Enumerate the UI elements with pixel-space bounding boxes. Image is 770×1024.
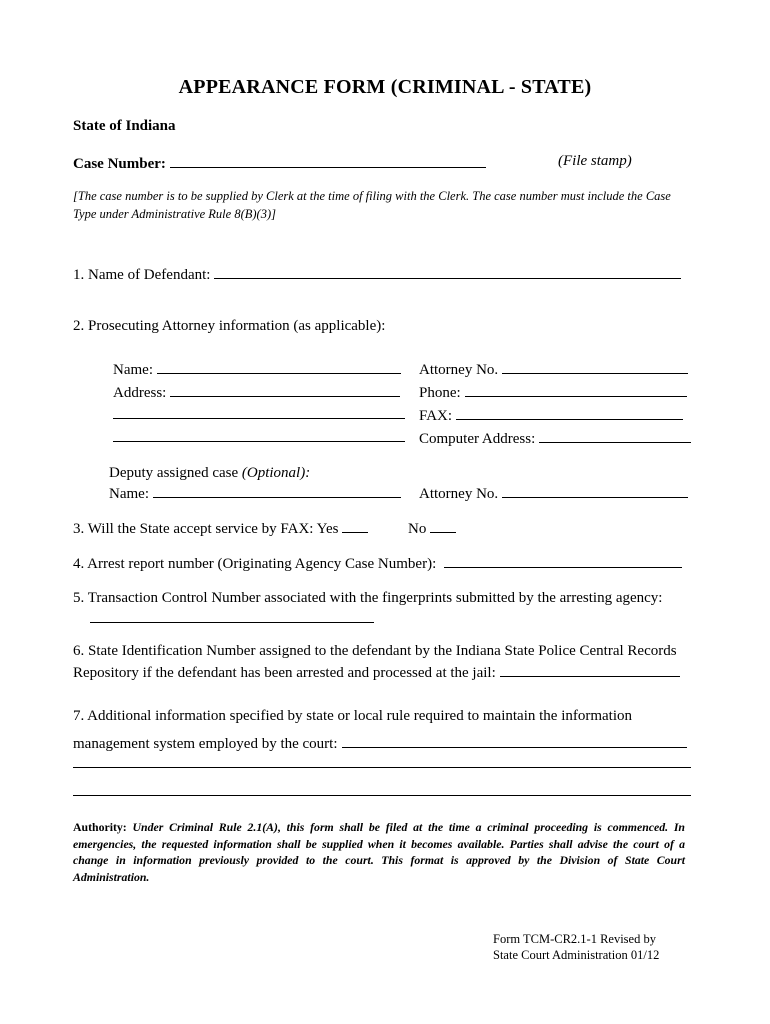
sid-label-line-1: 6. State Identification Number assigned to the defendant by the Indiana State Police Central Records [73, 643, 677, 659]
pa-address-field[interactable] [170, 382, 400, 397]
fax-service-no-row [408, 518, 456, 538]
defendant-name-label: 1. Name of Defendant: [73, 267, 211, 283]
case-number-field[interactable] [170, 153, 486, 168]
pa-name-label: Name: [113, 362, 153, 378]
additional-info-label-line-1: 7. Additional information specified by state or local rule required to maintain the information [73, 708, 633, 724]
deputy-name-label: Name: [109, 486, 149, 502]
form-title: APPEARANCE FORM (CRIMINAL - STATE) [178, 76, 592, 98]
arrest-report-label: 4. Arrest report number (Originating Agency Case Number): [73, 556, 437, 572]
pa-phone-field[interactable] [465, 382, 687, 397]
file-stamp-label: (File stamp) [558, 153, 632, 169]
case-number-label: Case Number: [73, 156, 166, 172]
fax-service-no-label: No [408, 521, 427, 537]
pa-address-label: Address: [113, 385, 167, 401]
fax-service-question: 3. Will the State accept service by FAX: Yes [73, 521, 339, 537]
pa-attorney-no-field[interactable] [502, 359, 688, 374]
pa-computer-address-field[interactable] [539, 428, 691, 443]
deputy-heading [109, 465, 310, 482]
case-number-note-1: [The case number is to be supplied by Clerk at the time of filing with the Clerk. The case number must include the Case [73, 189, 671, 203]
defendant-name-row [73, 264, 681, 284]
authority-text: Under Criminal Rule 2.1(A), this form shall be filed at the time a criminal proceeding is commenced. In emergencies, the requested information shall be supplied when it becomes available. Parties shall advise the court of a change in information previously provided to the court. This format is approved by the Division of State Court Administration. [73, 820, 685, 884]
form-id: Form TCM-CR2.1-1 Revised by [493, 932, 656, 946]
pa-phone-row [419, 382, 687, 402]
case-number-row [73, 153, 486, 173]
additional-info-field[interactable] [342, 733, 687, 748]
deputy-label: Deputy assigned case [109, 465, 239, 481]
state-label: State of Indiana [73, 118, 176, 134]
pa-name-field[interactable] [157, 359, 401, 374]
case-number-note-2: Type under Administrative Rule 8(B)(3)] [73, 207, 276, 221]
deputy-name-row [109, 483, 401, 503]
deputy-attorney-no-row [419, 483, 688, 503]
sid-field[interactable] [500, 662, 680, 677]
pa-attorney-no-label: Attorney No. [419, 362, 499, 378]
deputy-attorney-no-label: Attorney No. [419, 486, 499, 502]
deputy-attorney-no-field[interactable] [502, 483, 688, 498]
deputy-name-field[interactable] [153, 483, 401, 498]
deputy-optional-label: (Optional): [241, 465, 311, 481]
sid-row [73, 662, 680, 682]
pa-name-row [113, 359, 401, 379]
authority-paragraph [73, 819, 685, 885]
pa-fax-field[interactable] [456, 405, 683, 420]
tcn-field[interactable] [90, 622, 374, 623]
pa-fax-row [419, 405, 683, 425]
arrest-report-row [73, 553, 682, 573]
prosecuting-attorney-heading: 2. Prosecuting Attorney information (as applicable): [73, 318, 386, 334]
defendant-name-field[interactable] [214, 264, 681, 279]
additional-info-line-3[interactable] [73, 795, 691, 796]
pa-address-line-3[interactable] [113, 441, 405, 442]
pa-attorney-no-row [419, 359, 688, 379]
form-revision: State Court Administration 01/12 [493, 948, 660, 962]
additional-info-label-line-2: management system employed by the court: [73, 736, 338, 752]
pa-computer-address-row [419, 428, 691, 448]
pa-phone-label: Phone: [419, 385, 461, 401]
form-footer [493, 931, 659, 963]
fax-service-row [73, 518, 368, 538]
fax-service-yes-field[interactable] [342, 518, 368, 533]
pa-address-row [113, 382, 400, 402]
tcn-label: 5. Transaction Control Number associated with the fingerprints submitted by the arresting agency: [73, 590, 663, 606]
pa-fax-label: FAX: [419, 408, 453, 424]
pa-computer-address-label: Computer Address: [419, 431, 536, 447]
fax-service-no-field[interactable] [430, 518, 456, 533]
arrest-report-field[interactable] [444, 553, 682, 568]
additional-info-row [73, 733, 687, 753]
pa-address-line-2[interactable] [113, 418, 405, 419]
sid-label-line-2: Repository if the defendant has been arrested and processed at the jail: [73, 665, 496, 681]
additional-info-line-2[interactable] [73, 767, 691, 768]
authority-label: Authority: [73, 820, 127, 834]
